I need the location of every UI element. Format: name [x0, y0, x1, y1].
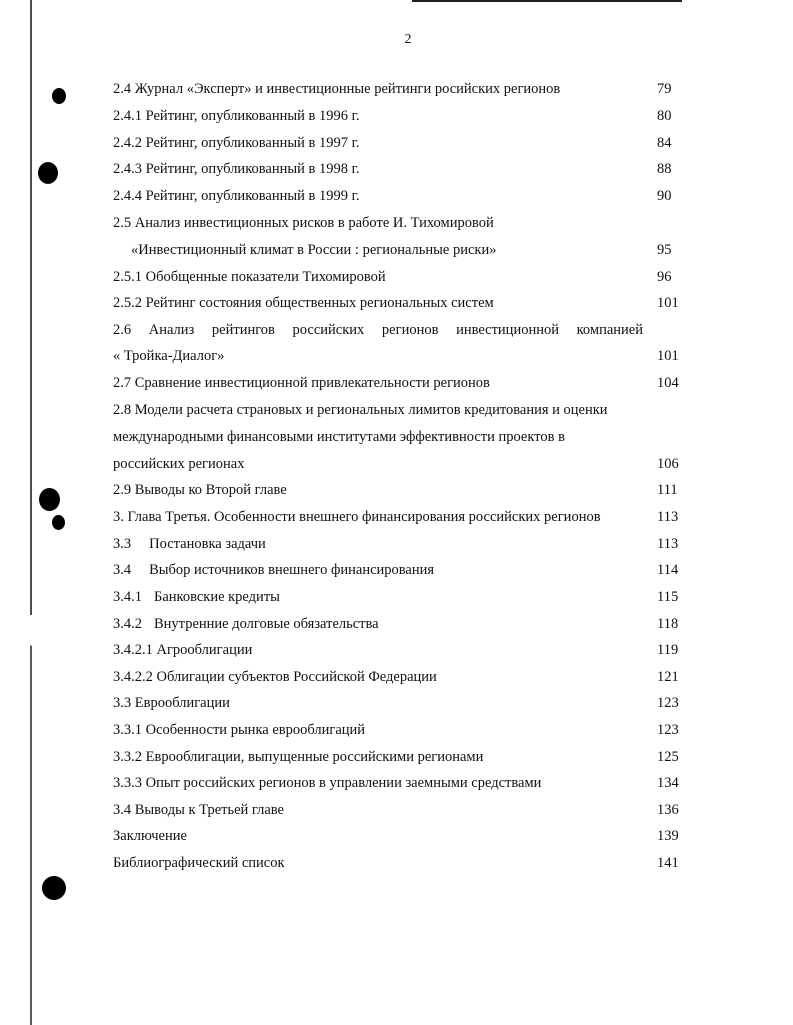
toc-entry [113, 213, 682, 233]
toc-title: 2.9 Выводы ко Второй главе [113, 482, 287, 498]
toc-entry [113, 800, 682, 820]
toc-text: Внутренние долговые обязательства [154, 616, 379, 632]
toc-page: 123 [657, 695, 679, 711]
toc-number: 3.4.2 [113, 616, 142, 632]
toc-title: 2.5.2 Рейтинг состояния общественных региональных систем [113, 295, 494, 311]
toc-page: 113 [657, 536, 679, 552]
toc-title: российских регионах [113, 456, 245, 472]
toc-entry [113, 454, 682, 474]
punch-hole [42, 876, 66, 900]
punch-hole-mark [52, 515, 65, 530]
toc-title: Заключение [113, 828, 187, 844]
toc-text: Выбор источников внешнего финансирования [149, 562, 435, 578]
toc-page: 88 [657, 161, 672, 177]
toc-title: 3.4.2.1 Агрооблигации [113, 642, 253, 658]
toc-entry [113, 614, 682, 634]
toc-entry [113, 560, 682, 580]
toc-page: 115 [657, 589, 679, 605]
toc-title: 2.5.1 Обобщенные показатели Тихомировой [113, 269, 386, 285]
toc-text: Постановка задачи [149, 536, 266, 552]
toc-entry [113, 159, 682, 179]
toc-page: 125 [657, 749, 679, 765]
toc-page: 114 [657, 562, 679, 578]
toc-title [113, 560, 434, 580]
toc-entry [113, 826, 682, 846]
toc-entry [113, 720, 682, 740]
toc-page: 101 [657, 295, 679, 311]
toc-entry [113, 587, 682, 607]
toc-title: 2.4.4 Рейтинг, опубликованный в 1999 г. [113, 188, 360, 204]
toc-page: 136 [657, 802, 679, 818]
toc-entry [113, 320, 682, 340]
toc-title: 3.3 Еврооблигации [113, 695, 230, 711]
toc-entry [113, 79, 682, 99]
toc-page: 121 [657, 669, 679, 685]
toc-entry [113, 480, 682, 500]
toc-title: «Инвестиционный климат в России : региональные риски» [131, 242, 497, 258]
toc-page: 95 [657, 242, 672, 258]
toc-entry [113, 293, 682, 313]
toc-entry [113, 186, 682, 206]
toc-number: 3.4.1 [113, 589, 142, 605]
toc-page: 118 [657, 616, 679, 632]
toc-entry [113, 853, 682, 873]
toc-page: 119 [657, 642, 679, 658]
toc-entry [113, 106, 682, 126]
punch-hole [39, 488, 60, 511]
toc-page: 79 [657, 81, 672, 97]
toc-title: 2.6 Анализ рейтингов российских регионов инвестиционной компанией [113, 322, 643, 338]
toc-title: 2.4 Журнал «Эксперт» и инвестиционные рейтинги росийских регионов [113, 81, 561, 97]
toc-title: 3. Глава Третья. Особенности внешнего финансирования российских регионов [113, 509, 601, 525]
toc-page: 139 [657, 828, 679, 844]
toc-title: 3.4 Выводы к Третьей главе [113, 802, 284, 818]
scan-top-rule [412, 0, 682, 2]
toc-title: 3.3.3 Опыт российских регионов в управлении заемными средствами [113, 775, 542, 791]
toc-page: 90 [657, 188, 672, 204]
toc-page: 101 [657, 348, 679, 364]
toc-title: 2.4.2 Рейтинг, опубликованный в 1997 г. [113, 135, 360, 151]
toc-number: 3.4 [113, 562, 132, 578]
toc-entry [113, 400, 682, 420]
toc-title: 3.3.2 Еврооблигации, выпущенные российскими регионами [113, 749, 484, 765]
toc-entry [113, 346, 682, 366]
toc-text: Банковские кредиты [154, 589, 280, 605]
toc-entry [113, 747, 682, 767]
toc-title: 2.8 Модели расчета страновых и региональных лимитов кредитования и оценки [113, 402, 608, 418]
toc-entry [113, 534, 682, 554]
toc-entry [113, 693, 682, 713]
punch-hole-mark [52, 88, 66, 104]
toc-entry [113, 267, 682, 287]
toc-page: 134 [657, 775, 679, 791]
toc-page: 84 [657, 135, 672, 151]
page-number: 2 [404, 32, 412, 47]
toc-title: « Тройка-Диалог» [113, 348, 225, 364]
toc-entry [113, 773, 682, 793]
toc-title: 2.5 Анализ инвестиционных рисков в работе И. Тихомировой [113, 215, 494, 231]
toc-page: 104 [657, 375, 679, 391]
toc-title: 2.4.1 Рейтинг, опубликованный в 1996 г. [113, 108, 360, 124]
toc-page: 111 [657, 482, 678, 498]
toc-entry [113, 507, 682, 527]
punch-hole [38, 162, 58, 184]
toc-entry [113, 640, 682, 660]
toc-page: 123 [657, 722, 679, 738]
toc-page: 80 [657, 108, 672, 124]
toc-entry [113, 667, 682, 687]
toc-entry [113, 427, 682, 447]
toc-title [113, 587, 280, 607]
toc-page: 106 [657, 456, 679, 472]
toc-page: 141 [657, 855, 679, 871]
toc-number: 3.3 [113, 536, 132, 552]
toc-title: 2.4.3 Рейтинг, опубликованный в 1998 г. [113, 161, 360, 177]
toc-entry [113, 240, 682, 260]
toc-title: 2.7 Сравнение инвестиционной привлекательности регионов [113, 375, 490, 391]
toc-title [113, 534, 266, 554]
toc-title: 3.3.1 Особенности рынка еврооблигаций [113, 722, 366, 738]
toc-title: 3.4.2.2 Облигации субъектов Российской Федерации [113, 669, 437, 685]
toc-title: международными финансовыми институтами эффективности проектов в [113, 429, 565, 445]
toc-entry [113, 133, 682, 153]
toc-page: 96 [657, 269, 672, 285]
scan-left-edge [30, 0, 32, 1025]
toc-title: Библиографический список [113, 855, 285, 871]
toc-title [113, 614, 379, 634]
toc-page: 113 [657, 509, 679, 525]
toc-entry [113, 373, 682, 393]
